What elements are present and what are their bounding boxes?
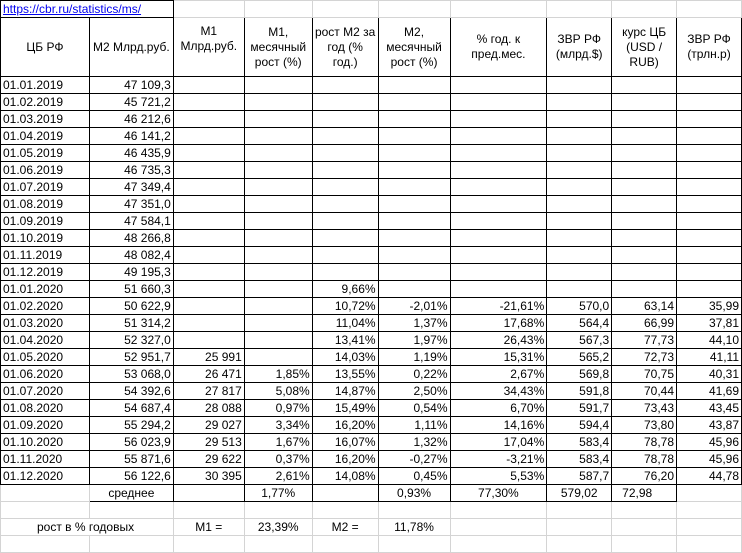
zvr-usd-cell[interactable]: 587,7 <box>547 468 612 485</box>
m2-monthly-growth-cell[interactable]: 1,19% <box>378 349 450 366</box>
yoy-prev-month-cell[interactable] <box>450 162 547 179</box>
m1-cell[interactable] <box>173 162 244 179</box>
yoy-prev-month-cell[interactable] <box>450 264 547 281</box>
m2-cell[interactable]: 51 660,3 <box>89 281 173 298</box>
zvr-usd-cell[interactable] <box>547 264 612 281</box>
m2-yearly-growth-cell[interactable]: 15,49% <box>312 400 378 417</box>
m2-yearly-growth-cell[interactable] <box>312 145 378 162</box>
table-row <box>1 366 742 383</box>
source-link[interactable]: https://cbr.ru/statistics/ms/ <box>3 2 142 16</box>
date-cell[interactable]: 01.08.2020 <box>1 400 90 417</box>
m2-cell[interactable]: 49 195,3 <box>89 264 173 281</box>
usd-rub-rate-cell[interactable]: 78,78 <box>612 434 677 451</box>
m2-cell[interactable]: 54 392,6 <box>89 383 173 400</box>
yoy-prev-month-cell[interactable]: -3,21% <box>450 451 547 468</box>
zvr-rub-cell[interactable]: 35,99 <box>677 298 742 315</box>
m2-yearly-growth-cell[interactable]: 13,41% <box>312 332 378 349</box>
yoy-prev-month-cell[interactable] <box>450 179 547 196</box>
usd-rub-rate-cell[interactable] <box>612 264 677 281</box>
m2-cell[interactable]: 48 266,8 <box>89 230 173 247</box>
header-row <box>1 18 742 77</box>
average-m1-growth[interactable]: 1,77% <box>244 485 312 502</box>
m1-cell[interactable] <box>173 111 244 128</box>
m1-cell[interactable] <box>173 264 244 281</box>
yoy-prev-month-cell[interactable] <box>450 111 547 128</box>
header-cell[interactable]: % год. к пред.мес. <box>450 18 547 77</box>
table-row <box>1 332 742 349</box>
m1-monthly-growth-cell[interactable]: 0,97% <box>244 400 312 417</box>
m1-cell[interactable] <box>173 145 244 162</box>
usd-rub-rate-cell[interactable] <box>612 179 677 196</box>
date-cell[interactable]: 01.05.2019 <box>1 145 90 162</box>
header-cell[interactable]: M2, месячный рост (%) <box>378 18 450 77</box>
m1-cell[interactable]: 28 088 <box>173 400 244 417</box>
m2-yearly-growth-cell[interactable]: 14,03% <box>312 349 378 366</box>
usd-rub-rate-cell[interactable] <box>612 230 677 247</box>
data-rows <box>1 77 742 485</box>
m2-cell[interactable]: 56 023,9 <box>89 434 173 451</box>
average-m2-growth[interactable]: 0,93% <box>378 485 450 502</box>
date-cell[interactable]: 01.09.2019 <box>1 213 90 230</box>
table-row <box>1 111 742 128</box>
m2-cell[interactable]: 46 435,9 <box>89 145 173 162</box>
m2-yearly-growth-cell[interactable] <box>312 128 378 145</box>
usd-rub-rate-cell[interactable]: 73,43 <box>612 400 677 417</box>
m1-label[interactable]: M1 = <box>173 519 244 536</box>
zvr-rub-cell[interactable]: 41,11 <box>677 349 742 366</box>
m1-cell[interactable]: 27 817 <box>173 383 244 400</box>
yoy-prev-month-cell[interactable]: 15,31% <box>450 349 547 366</box>
zvr-rub-cell[interactable] <box>677 230 742 247</box>
zvr-rub-cell[interactable] <box>677 145 742 162</box>
m2-yearly-growth-cell[interactable]: 16,20% <box>312 451 378 468</box>
zvr-usd-cell[interactable] <box>547 162 612 179</box>
yoy-prev-month-cell[interactable] <box>450 196 547 213</box>
m2-monthly-growth-cell[interactable] <box>378 247 450 264</box>
empty-row <box>1 502 742 519</box>
zvr-usd-cell[interactable]: 565,2 <box>547 349 612 366</box>
usd-rub-rate-cell[interactable] <box>612 77 677 94</box>
m1-monthly-growth-cell[interactable] <box>244 264 312 281</box>
m1-monthly-growth-cell[interactable] <box>244 128 312 145</box>
average-label[interactable]: среднее <box>89 485 173 502</box>
m2-label[interactable]: M2 = <box>312 519 378 536</box>
average-row <box>1 485 742 502</box>
m1-cell[interactable] <box>173 77 244 94</box>
header-cell[interactable]: курс ЦБ (USD / RUB) <box>612 18 677 77</box>
m2-monthly-growth-cell[interactable]: 2,50% <box>378 383 450 400</box>
m1-monthly-growth-cell[interactable]: 0,37% <box>244 451 312 468</box>
table-row <box>1 264 742 281</box>
usd-rub-rate-cell[interactable] <box>612 196 677 213</box>
yoy-prev-month-cell[interactable]: 2,67% <box>450 366 547 383</box>
m2-yearly-growth-cell[interactable] <box>312 264 378 281</box>
header-cell[interactable]: ЦБ РФ <box>1 18 90 77</box>
yoy-prev-month-cell[interactable]: -21,61% <box>450 298 547 315</box>
m2-cell[interactable]: 53 068,0 <box>89 366 173 383</box>
table-row <box>1 400 742 417</box>
table-row <box>1 77 742 94</box>
zvr-rub-cell[interactable] <box>677 179 742 196</box>
table-row <box>1 281 742 298</box>
m2-cell[interactable]: 55 294,2 <box>89 417 173 434</box>
m2-cell[interactable]: 56 122,6 <box>89 468 173 485</box>
m2-yearly-growth-cell[interactable] <box>312 196 378 213</box>
m1-monthly-growth-cell[interactable] <box>244 196 312 213</box>
m2-monthly-growth-cell[interactable] <box>378 128 450 145</box>
zvr-rub-cell[interactable]: 45,96 <box>677 434 742 451</box>
m2-cell[interactable]: 50 622,9 <box>89 298 173 315</box>
zvr-usd-cell[interactable] <box>547 230 612 247</box>
table-row <box>1 128 742 145</box>
date-cell[interactable]: 01.04.2019 <box>1 128 90 145</box>
usd-rub-rate-cell[interactable] <box>612 111 677 128</box>
m1-monthly-growth-cell[interactable] <box>244 213 312 230</box>
zvr-usd-cell[interactable] <box>547 77 612 94</box>
usd-rub-rate-cell[interactable] <box>612 128 677 145</box>
m1-cell[interactable]: 29 513 <box>173 434 244 451</box>
zvr-rub-cell[interactable] <box>677 77 742 94</box>
m2-cell[interactable]: 47 109,3 <box>89 77 173 94</box>
m2-monthly-growth-cell[interactable] <box>378 179 450 196</box>
m1-cell[interactable] <box>173 94 244 111</box>
m1-monthly-growth-cell[interactable] <box>244 315 312 332</box>
zvr-usd-cell[interactable] <box>547 128 612 145</box>
m2-yearly-growth-cell[interactable]: 14,08% <box>312 468 378 485</box>
m2-cell[interactable]: 48 082,4 <box>89 247 173 264</box>
m1-cell[interactable] <box>173 281 244 298</box>
m2-yearly-growth-cell[interactable] <box>312 94 378 111</box>
m2-yearly-growth-cell[interactable]: 10,72% <box>312 298 378 315</box>
date-cell[interactable]: 01.04.2020 <box>1 332 90 349</box>
m1-cell[interactable] <box>173 213 244 230</box>
zvr-usd-cell[interactable] <box>547 94 612 111</box>
usd-rub-rate-cell[interactable] <box>612 162 677 179</box>
zvr-usd-cell[interactable]: 591,8 <box>547 383 612 400</box>
m2-yearly-growth-cell[interactable] <box>312 111 378 128</box>
usd-rub-rate-cell[interactable]: 70,75 <box>612 366 677 383</box>
m2-monthly-growth-cell[interactable] <box>378 196 450 213</box>
date-cell[interactable]: 01.12.2020 <box>1 468 90 485</box>
usd-rub-rate-cell[interactable]: 70,44 <box>612 383 677 400</box>
yoy-prev-month-cell[interactable]: 26,43% <box>450 332 547 349</box>
zvr-rub-cell[interactable] <box>677 162 742 179</box>
m2-monthly-growth-cell[interactable] <box>378 264 450 281</box>
header-cell[interactable]: M2 Млрд.руб. <box>89 18 173 77</box>
m2-monthly-growth-cell[interactable] <box>378 111 450 128</box>
table-row <box>1 247 742 264</box>
m1-cell[interactable]: 29 622 <box>173 451 244 468</box>
m2-monthly-growth-cell[interactable]: 1,11% <box>378 417 450 434</box>
m1-cell[interactable] <box>173 247 244 264</box>
yoy-prev-month-cell[interactable] <box>450 230 547 247</box>
header-cell[interactable]: рост M2 за год (% год.) <box>312 18 378 77</box>
m1-cell[interactable]: 29 027 <box>173 417 244 434</box>
growth-row <box>1 519 742 536</box>
m1-monthly-growth-cell[interactable]: 5,08% <box>244 383 312 400</box>
header-cell[interactable]: ЗВР РФ (трлн.р) <box>677 18 742 77</box>
zvr-usd-cell[interactable]: 583,4 <box>547 434 612 451</box>
m2-yearly-growth-cell[interactable]: 16,20% <box>312 417 378 434</box>
m1-monthly-growth-cell[interactable]: 3,34% <box>244 417 312 434</box>
m2-cell[interactable]: 46 735,3 <box>89 162 173 179</box>
m2-yearly-growth-cell[interactable] <box>312 179 378 196</box>
date-cell[interactable]: 01.01.2020 <box>1 281 90 298</box>
m1-monthly-growth-cell[interactable] <box>244 349 312 366</box>
date-cell[interactable]: 01.03.2020 <box>1 315 90 332</box>
zvr-usd-cell[interactable]: 564,4 <box>547 315 612 332</box>
m1-monthly-growth-cell[interactable] <box>244 298 312 315</box>
m2-yearly-growth-cell[interactable]: 13,55% <box>312 366 378 383</box>
m1-monthly-growth-cell[interactable] <box>244 77 312 94</box>
m1-cell[interactable]: 25 991 <box>173 349 244 366</box>
growth-label[interactable]: рост в % годовых <box>1 519 174 536</box>
m2-monthly-growth-cell[interactable]: 0,54% <box>378 400 450 417</box>
m2-monthly-growth-cell[interactable]: 0,22% <box>378 366 450 383</box>
zvr-rub-cell[interactable] <box>677 264 742 281</box>
m2-yearly-growth-cell[interactable] <box>312 162 378 179</box>
usd-rub-rate-cell[interactable] <box>612 281 677 298</box>
yoy-prev-month-cell[interactable] <box>450 77 547 94</box>
m2-monthly-growth-cell[interactable] <box>378 77 450 94</box>
m1-monthly-growth-cell[interactable] <box>244 281 312 298</box>
m2-yearly-growth-cell[interactable] <box>312 230 378 247</box>
date-cell[interactable]: 01.05.2020 <box>1 349 90 366</box>
table-row <box>1 434 742 451</box>
zvr-usd-cell[interactable]: 591,7 <box>547 400 612 417</box>
zvr-usd-cell[interactable]: 570,0 <box>547 298 612 315</box>
date-cell[interactable]: 01.07.2020 <box>1 383 90 400</box>
yoy-prev-month-cell[interactable] <box>450 94 547 111</box>
zvr-rub-cell[interactable] <box>677 128 742 145</box>
m2-monthly-growth-cell[interactable] <box>378 145 450 162</box>
link-row <box>1 1 742 18</box>
table-row <box>1 196 742 213</box>
m2-cell[interactable]: 45 721,2 <box>89 94 173 111</box>
table-row <box>1 468 742 485</box>
date-cell[interactable]: 01.03.2019 <box>1 111 90 128</box>
m1-cell[interactable] <box>173 230 244 247</box>
m1-monthly-growth-cell[interactable] <box>244 230 312 247</box>
table-row <box>1 349 742 366</box>
usd-rub-rate-cell[interactable]: 73,80 <box>612 417 677 434</box>
m1-monthly-growth-cell[interactable] <box>244 145 312 162</box>
average-rate[interactable]: 72,98 <box>612 485 677 502</box>
zvr-usd-cell[interactable]: 567,3 <box>547 332 612 349</box>
m1-cell[interactable] <box>173 128 244 145</box>
m2-cell[interactable]: 47 584,1 <box>89 213 173 230</box>
m2-yearly-growth-cell[interactable]: 9,66% <box>312 281 378 298</box>
zvr-rub-cell[interactable]: 45,96 <box>677 451 742 468</box>
m1-monthly-growth-cell[interactable] <box>244 94 312 111</box>
zvr-usd-cell[interactable] <box>547 213 612 230</box>
zvr-rub-cell[interactable] <box>677 281 742 298</box>
usd-rub-rate-cell[interactable]: 72,73 <box>612 349 677 366</box>
m2-monthly-growth-cell[interactable]: -2,01% <box>378 298 450 315</box>
m1-monthly-growth-cell[interactable] <box>244 162 312 179</box>
m1-monthly-growth-cell[interactable]: 1,67% <box>244 434 312 451</box>
table-row <box>1 145 742 162</box>
header-cell[interactable]: M1, месячный рост (%) <box>244 18 312 77</box>
m2-yearly-growth-cell[interactable] <box>312 213 378 230</box>
source-link-cell <box>1 1 174 18</box>
zvr-rub-cell[interactable] <box>677 213 742 230</box>
date-cell[interactable]: 01.12.2019 <box>1 264 90 281</box>
yoy-prev-month-cell[interactable] <box>450 281 547 298</box>
table-row <box>1 451 742 468</box>
date-cell[interactable]: 01.06.2020 <box>1 366 90 383</box>
zvr-rub-cell[interactable] <box>677 111 742 128</box>
m2-monthly-growth-cell[interactable]: 1,32% <box>378 434 450 451</box>
usd-rub-rate-cell[interactable] <box>612 94 677 111</box>
yoy-prev-month-cell[interactable] <box>450 247 547 264</box>
zvr-rub-cell[interactable] <box>677 94 742 111</box>
average-zvr[interactable]: 579,02 <box>547 485 612 502</box>
zvr-usd-cell[interactable]: 594,4 <box>547 417 612 434</box>
yoy-prev-month-cell[interactable]: 17,68% <box>450 315 547 332</box>
header-cell[interactable]: ЗВР РФ (млрд.$) <box>547 18 612 77</box>
usd-rub-rate-cell[interactable] <box>612 247 677 264</box>
usd-rub-rate-cell[interactable]: 76,20 <box>612 468 677 485</box>
yoy-prev-month-cell[interactable] <box>450 213 547 230</box>
date-cell[interactable]: 01.09.2020 <box>1 417 90 434</box>
m1-growth-value[interactable]: 23,39% <box>244 519 312 536</box>
m1-monthly-growth-cell[interactable] <box>244 179 312 196</box>
yoy-prev-month-cell[interactable]: 14,16% <box>450 417 547 434</box>
usd-rub-rate-cell[interactable] <box>612 213 677 230</box>
zvr-usd-cell[interactable] <box>547 111 612 128</box>
yoy-prev-month-cell[interactable] <box>450 145 547 162</box>
date-cell[interactable]: 01.02.2019 <box>1 94 90 111</box>
m1-monthly-growth-cell[interactable] <box>244 332 312 349</box>
table-row <box>1 315 742 332</box>
m1-monthly-growth-cell[interactable]: 2,61% <box>244 468 312 485</box>
yoy-prev-month-cell[interactable]: 17,04% <box>450 434 547 451</box>
usd-rub-rate-cell[interactable] <box>612 145 677 162</box>
table-row <box>1 213 742 230</box>
m1-cell[interactable] <box>173 315 244 332</box>
m1-cell[interactable] <box>173 298 244 315</box>
m2-yearly-growth-cell[interactable]: 16,07% <box>312 434 378 451</box>
m2-cell[interactable]: 47 351,0 <box>89 196 173 213</box>
usd-rub-rate-cell[interactable]: 63,14 <box>612 298 677 315</box>
m2-monthly-growth-cell[interactable] <box>378 162 450 179</box>
m2-monthly-growth-cell[interactable]: 1,37% <box>378 315 450 332</box>
m2-monthly-growth-cell[interactable]: 0,45% <box>378 468 450 485</box>
m2-yearly-growth-cell[interactable] <box>312 247 378 264</box>
zvr-rub-cell[interactable]: 44,10 <box>677 332 742 349</box>
zvr-rub-cell[interactable]: 37,81 <box>677 315 742 332</box>
m2-yearly-growth-cell[interactable]: 14,87% <box>312 383 378 400</box>
zvr-usd-cell[interactable] <box>547 281 612 298</box>
table-row <box>1 94 742 111</box>
m1-cell[interactable] <box>173 332 244 349</box>
m2-monthly-growth-cell[interactable] <box>378 213 450 230</box>
zvr-rub-cell[interactable] <box>677 196 742 213</box>
m2-monthly-growth-cell[interactable] <box>378 230 450 247</box>
table-row <box>1 230 742 247</box>
empty-row <box>1 536 742 553</box>
yoy-prev-month-cell[interactable] <box>450 128 547 145</box>
m2-cell[interactable]: 51 314,2 <box>89 315 173 332</box>
zvr-rub-cell[interactable]: 41,69 <box>677 383 742 400</box>
m2-monthly-growth-cell[interactable] <box>378 94 450 111</box>
average-yoy[interactable]: 77,30% <box>450 485 547 502</box>
zvr-usd-cell[interactable] <box>547 247 612 264</box>
m2-cell[interactable]: 55 871,6 <box>89 451 173 468</box>
header-cell[interactable]: M1 Млрд.руб. <box>173 18 244 77</box>
zvr-rub-cell[interactable]: 43,87 <box>677 417 742 434</box>
table-row <box>1 417 742 434</box>
m1-monthly-growth-cell[interactable] <box>244 247 312 264</box>
table-row <box>1 179 742 196</box>
m2-monthly-growth-cell[interactable]: -0,27% <box>378 451 450 468</box>
m1-monthly-growth-cell[interactable]: 1,85% <box>244 366 312 383</box>
date-cell[interactable]: 01.01.2019 <box>1 77 90 94</box>
usd-rub-rate-cell[interactable]: 77,73 <box>612 332 677 349</box>
zvr-rub-cell[interactable]: 40,31 <box>677 366 742 383</box>
date-cell[interactable]: 01.11.2020 <box>1 451 90 468</box>
table-row <box>1 298 742 315</box>
m2-cell[interactable]: 46 141,2 <box>89 128 173 145</box>
m2-growth-value[interactable]: 11,78% <box>378 519 450 536</box>
date-cell[interactable]: 01.10.2019 <box>1 230 90 247</box>
zvr-rub-cell[interactable]: 43,45 <box>677 400 742 417</box>
zvr-usd-cell[interactable] <box>547 196 612 213</box>
m2-cell[interactable]: 47 349,4 <box>89 179 173 196</box>
m1-monthly-growth-cell[interactable] <box>244 111 312 128</box>
table-row <box>1 383 742 400</box>
m1-cell[interactable]: 26 471 <box>173 366 244 383</box>
zvr-usd-cell[interactable]: 583,4 <box>547 451 612 468</box>
date-cell[interactable]: 01.11.2019 <box>1 247 90 264</box>
usd-rub-rate-cell[interactable]: 66,99 <box>612 315 677 332</box>
m2-cell[interactable]: 46 212,6 <box>89 111 173 128</box>
zvr-rub-cell[interactable] <box>677 247 742 264</box>
m2-cell[interactable]: 54 687,4 <box>89 400 173 417</box>
m2-yearly-growth-cell[interactable]: 11,04% <box>312 315 378 332</box>
m1-cell[interactable] <box>173 196 244 213</box>
date-cell[interactable]: 01.06.2019 <box>1 162 90 179</box>
yoy-prev-month-cell[interactable]: 5,53% <box>450 468 547 485</box>
date-cell[interactable]: 01.08.2019 <box>1 196 90 213</box>
yoy-prev-month-cell[interactable]: 6,70% <box>450 400 547 417</box>
m1-cell[interactable] <box>173 179 244 196</box>
yoy-prev-month-cell[interactable]: 34,43% <box>450 383 547 400</box>
m2-monthly-growth-cell[interactable]: 1,97% <box>378 332 450 349</box>
usd-rub-rate-cell[interactable]: 78,78 <box>612 451 677 468</box>
zvr-usd-cell[interactable] <box>547 145 612 162</box>
zvr-usd-cell[interactable]: 569,8 <box>547 366 612 383</box>
date-cell[interactable]: 01.07.2019 <box>1 179 90 196</box>
m2-monthly-growth-cell[interactable] <box>378 281 450 298</box>
table-row <box>1 162 742 179</box>
m2-cell[interactable]: 52 327,0 <box>89 332 173 349</box>
zvr-usd-cell[interactable] <box>547 179 612 196</box>
m1-cell[interactable]: 30 395 <box>173 468 244 485</box>
date-cell[interactable]: 01.02.2020 <box>1 298 90 315</box>
zvr-rub-cell[interactable]: 44,78 <box>677 468 742 485</box>
m2-cell[interactable]: 52 951,7 <box>89 349 173 366</box>
date-cell[interactable]: 01.10.2020 <box>1 434 90 451</box>
m2-yearly-growth-cell[interactable] <box>312 77 378 94</box>
